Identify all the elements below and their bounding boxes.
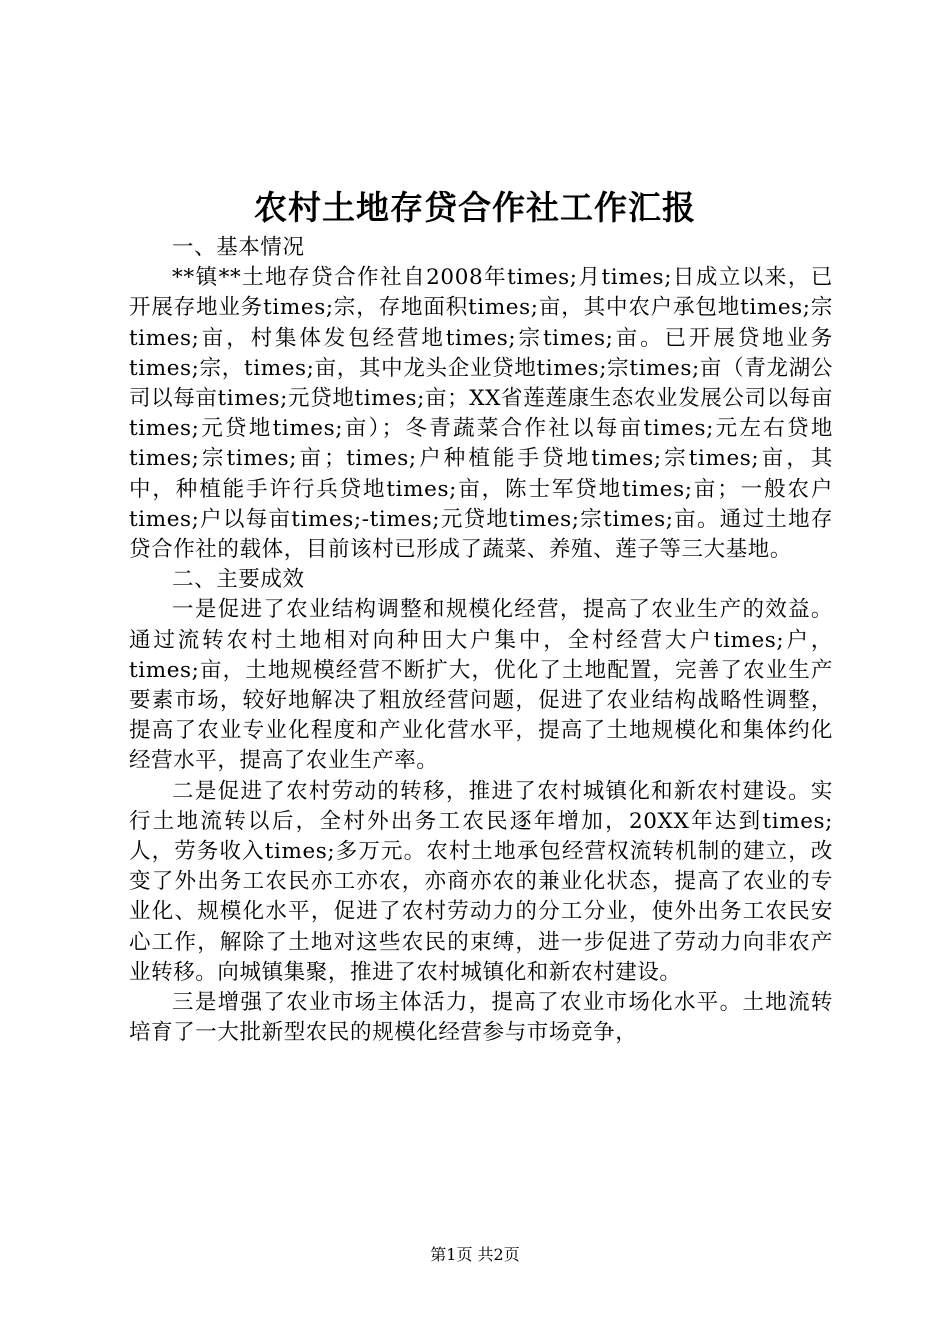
section-heading-main-results: 二、主要成效 [172,567,305,593]
paragraph-result-two: 二是促进了农村劳动的转移，推进了农村城镇化和新农村建设。实行土地流转以后，全村外出务工农民逐年增加，20XX年达到times;人，劳务收入times;多万元。农村土地承包经营权流转机制的建立，改变了外出务工农民亦工亦农，亦商亦农的兼业化状态，提高了农业的专业化、规模化水平，促进了农村劳动力的分工分业，使外出务工农民安心工作，解除了土地对这些农民的束缚，进一步促进了劳动力向非农产业转移。向城镇集聚，推进了农村城镇化和新农村建设。 [129,778,833,985]
paragraph-basic-situation: **镇**土地存贷合作社自2008年times;月times;日成立以来，已开展存地业务times;宗，存地面积times;亩，其中农户承包地times;宗times;亩，村集体发包经营地times;宗times;亩。已开展贷地业务times;宗，times;亩，其中龙头企业贷地times;宗times;亩（青龙湖公司以每亩times;元贷地times;亩；XX省莲莲康生态农业发展公司以每亩times;元贷地times;亩）；冬青蔬菜合作社以每亩times;元左右贷地times;宗times;亩；times;户种植能手贷地times;宗times;亩，其中，种植能手许行兵贷地times;亩，陈士军贷地times;亩；一般农户times;户以每亩times;-times;元贷地times;宗times;亩。通过土地存贷合作社的载体，目前该村已形成了蔬菜、养殖、莲子等三大基地。 [129,265,833,563]
page-number-footer: 第1页 共2页 [430,1245,520,1264]
document-body [129,233,833,1048]
paragraph-result-three: 三是增强了农业市场主体活力，提高了农业市场化水平。土地流转培育了一大批新型农民的规模化经营参与市场竞争， [129,990,833,1046]
section-heading-basic-situation: 一、基本情况 [172,235,305,260]
document-title: 农村土地存贷合作社工作汇报 [254,188,696,227]
paragraph-result-one: 一是促进了农业结构调整和规模化经营，提高了农业生产的效益。通过流转农村土地相对向种田大户集中，全村经营大户times;户，times;亩，土地规模经营不断扩大，优化了土地配置，完善了农业生产要素市场，较好地解决了粗放经营问题，促进了农业结构战略性调整，提高了农业专业化程度和产业化营水平，提高了土地规模化和集体约化经营水平，提高了农业生产率。 [129,597,833,774]
